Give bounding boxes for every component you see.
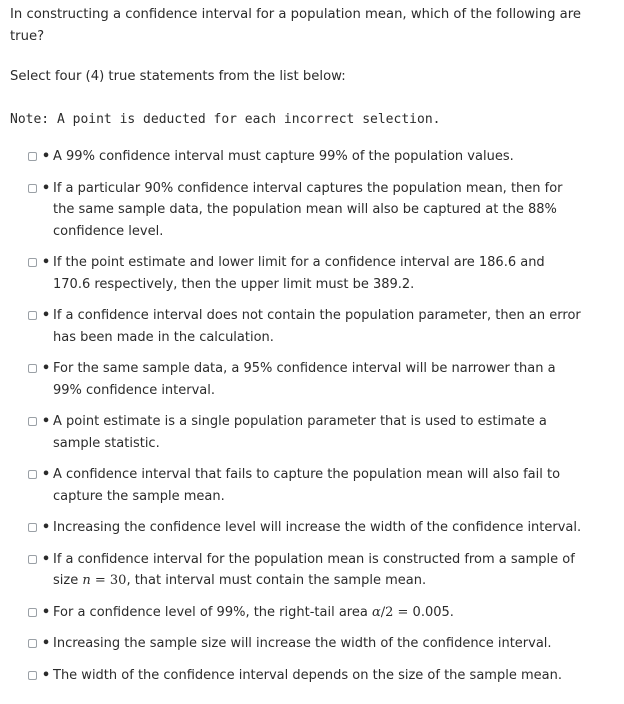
option-item[interactable] bbox=[28, 358, 588, 401]
bullet-icon: • bbox=[41, 604, 51, 620]
option-item[interactable] bbox=[28, 252, 588, 295]
bullet-icon: • bbox=[41, 667, 51, 683]
bullet-icon: • bbox=[41, 414, 51, 429]
option-item[interactable] bbox=[28, 178, 588, 243]
bullet-icon: • bbox=[41, 308, 51, 323]
option-label: Increasing the sample size will increase the width of the confidence interval. bbox=[53, 636, 552, 651]
checkbox[interactable] bbox=[28, 152, 37, 161]
option-label: Increasing the confidence level will increase the width of the confidence interval. bbox=[53, 520, 582, 535]
checkbox[interactable] bbox=[28, 523, 37, 532]
option-text-after: , that interval must contain the sample mean. bbox=[126, 573, 427, 588]
bullet-icon: • bbox=[41, 520, 51, 535]
option-label: If a confidence interval does not contain the population parameter, then an error has been made in the calculation. bbox=[53, 308, 581, 345]
checkbox[interactable] bbox=[28, 417, 37, 426]
bullet-icon: • bbox=[41, 255, 51, 270]
option-label: A confidence interval that fails to capture the population mean will also fail to capture the sample mean. bbox=[53, 467, 561, 504]
option-item[interactable] bbox=[28, 146, 588, 168]
note-text: Note: A point is deducted for each incorrect selection. bbox=[10, 112, 441, 127]
math-fraction: /2 = bbox=[380, 604, 413, 620]
checkbox[interactable] bbox=[28, 639, 37, 648]
option-label: For the same sample data, a 95% confidence interval will be narrower than a 99% confidence interval. bbox=[53, 361, 556, 398]
options-list bbox=[28, 146, 588, 696]
option-item[interactable] bbox=[28, 305, 588, 348]
math-variable: n bbox=[82, 573, 91, 588]
option-label: A 99% confidence interval must capture 99% of the population values. bbox=[53, 149, 514, 164]
bullet-icon: • bbox=[41, 180, 51, 196]
question-text: In constructing a confidence interval for a population mean, which of the following are true? bbox=[10, 7, 581, 44]
checkbox[interactable] bbox=[28, 184, 37, 193]
option-item[interactable] bbox=[28, 517, 588, 539]
checkbox[interactable] bbox=[28, 311, 37, 320]
instruction-text: Select four (4) true statements from the list below: bbox=[10, 69, 346, 84]
checkbox[interactable] bbox=[28, 470, 37, 479]
option-label bbox=[53, 549, 588, 592]
option-item[interactable] bbox=[28, 665, 588, 687]
checkbox[interactable] bbox=[28, 364, 37, 373]
option-label: A point estimate is a single population parameter that is used to estimate a sample statistic. bbox=[53, 414, 547, 451]
option-item[interactable] bbox=[28, 464, 588, 507]
option-text-before: For a confidence level of 99%, the right-tail area bbox=[53, 604, 372, 620]
option-text-after: 0.005. bbox=[412, 604, 454, 620]
checkbox[interactable] bbox=[28, 555, 37, 564]
option-item[interactable] bbox=[28, 411, 588, 454]
checkbox[interactable] bbox=[28, 608, 37, 617]
checkbox[interactable] bbox=[28, 671, 37, 680]
checkbox[interactable] bbox=[28, 258, 37, 267]
option-label: If a particular 90% confidence interval captures the population mean, then for the same sample data, the population mean will also be captured at the 88% confidence level. bbox=[53, 180, 563, 239]
option-label: The width of the confidence interval depends on the size of the sample mean. bbox=[53, 667, 562, 683]
option-item[interactable] bbox=[28, 633, 588, 655]
option-item[interactable] bbox=[28, 602, 588, 624]
bullet-icon: • bbox=[41, 467, 51, 482]
option-label: If the point estimate and lower limit for a confidence interval are 186.6 and 170.6 respectively, then the upper limit must be 389.2. bbox=[53, 255, 545, 292]
bullet-icon: • bbox=[41, 361, 51, 376]
option-text-before: If a confidence interval for the population mean is constructed from a sample of size bbox=[53, 551, 575, 588]
bullet-icon: • bbox=[41, 551, 51, 567]
math-number: 30 bbox=[109, 573, 127, 588]
bullet-icon: • bbox=[41, 636, 51, 651]
option-item[interactable] bbox=[28, 549, 588, 592]
math-equals: = bbox=[90, 573, 110, 588]
option-label bbox=[53, 602, 588, 624]
bullet-icon: • bbox=[41, 149, 51, 164]
math-variable: α bbox=[371, 604, 381, 620]
